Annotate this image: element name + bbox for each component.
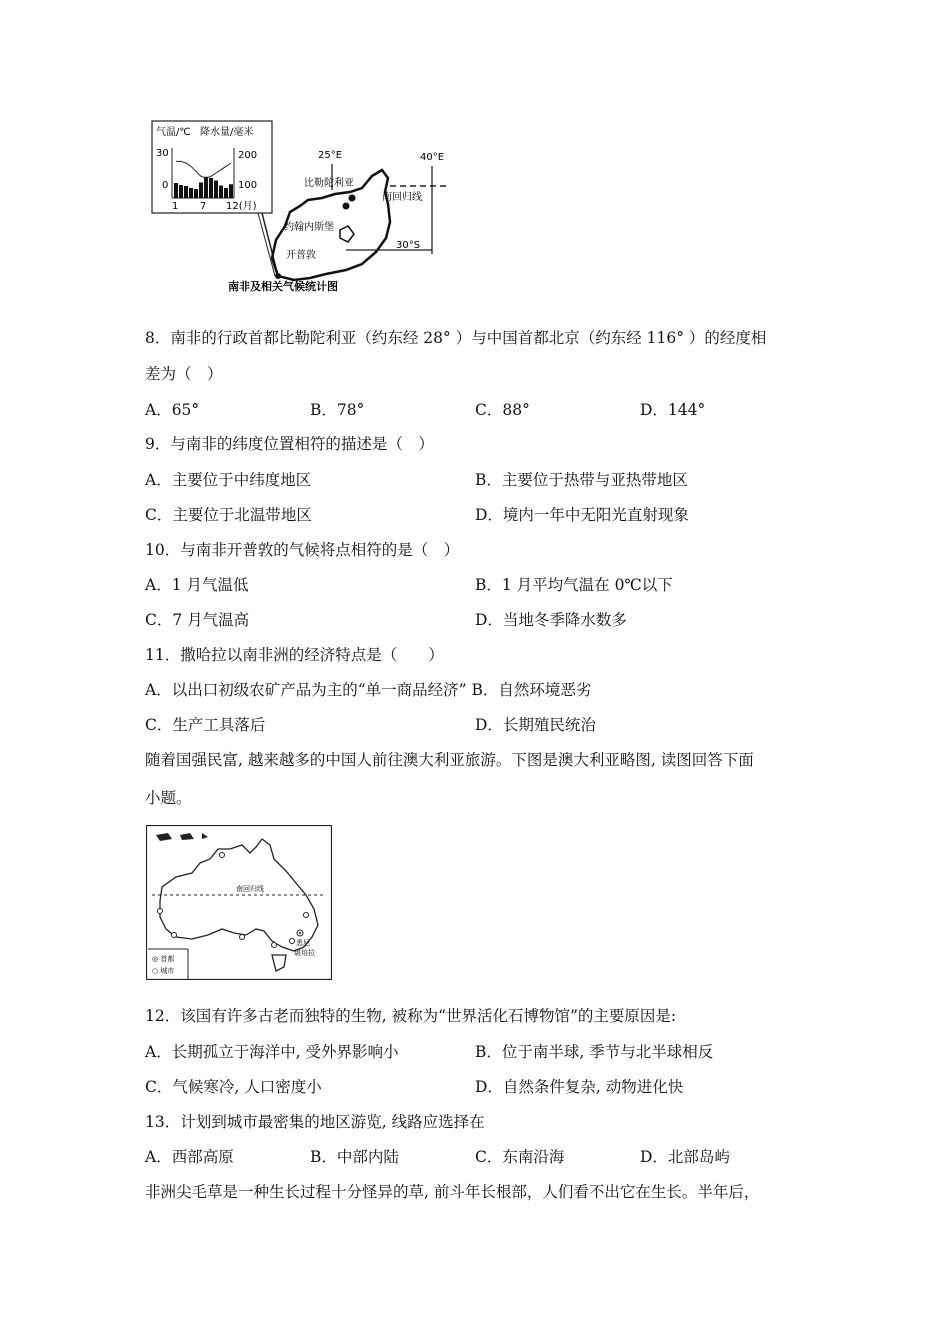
canberra-label: 堪培拉 <box>294 949 315 957</box>
sydney-label: 悉尼 <box>296 939 310 947</box>
lon-25-label: 25°E <box>318 150 343 161</box>
temp-tick-0: 0 <box>162 180 169 191</box>
month-tick-12: 12(月) <box>226 201 257 212</box>
q12-stem: 12．该国有许多古老而独特的生物, 被称为“世界活化石博物馆”的主要原因是: <box>145 1007 677 1025</box>
johannesburg-label: 约翰内斯堡 <box>284 222 334 233</box>
q8-stem-line1: 8．南非的行政首都比勒陀利亚（约东经 28° ）与中国首都北京（约东经 116° ）的经度相 <box>145 329 767 347</box>
q12-option-d[interactable]: D．自然条件复杂, 动物进化快 <box>475 1078 684 1096</box>
precip-tick-200: 200 <box>238 150 258 161</box>
q10-option-d[interactable]: D．当地冬季降水数多 <box>475 611 627 629</box>
q13-option-c[interactable]: C．东南沿海 <box>475 1148 565 1166</box>
q13-option-d[interactable]: D．北部岛屿 <box>640 1148 730 1166</box>
capetown-label: 开普敦 <box>286 250 316 261</box>
temp-axis-label: 气温/℃ <box>156 127 191 138</box>
legend-city: ○ 城市 <box>152 967 175 975</box>
q10-option-b[interactable]: B．1 月平均气温在 0℃以下 <box>475 576 673 594</box>
q13-option-a[interactable]: A．西部高原 <box>145 1148 234 1166</box>
precip-bar <box>229 184 233 198</box>
pretoria-label: 比勒陀利亚 <box>304 178 354 189</box>
q11-option-d[interactable]: D．长期殖民统治 <box>475 716 596 734</box>
q8-option-b[interactable]: B．78° <box>310 401 365 419</box>
q8-option-d[interactable]: D．144° <box>640 401 706 419</box>
precip-bar <box>184 186 188 198</box>
tail-line1: 非洲尖毛草是一种生长过程十分怪异的草, 前斗年长根部，人们看不出它在生长。半年后， <box>145 1183 760 1201</box>
q9-stem: 9．与南非的纬度位置相符的描述是（ ） <box>145 435 434 453</box>
lon-40-label: 40°E <box>420 152 445 163</box>
q13-stem: 13．计划到城市最密集的地区游览, 线路应选择在 <box>145 1113 485 1131</box>
precip-bar <box>219 186 223 199</box>
q10-stem: 10．与南非开普敦的气候将点相符的是（ ） <box>145 541 460 559</box>
precip-bar <box>174 183 178 198</box>
q8-option-c[interactable]: C．88° <box>475 401 530 419</box>
tropic-label: 南回归线 <box>382 192 422 203</box>
q11-stem: 11．撒哈拉以南非洲的经济特点是（ ） <box>145 646 444 664</box>
figure1-caption: 南非及相关气候统计图 <box>228 280 338 293</box>
q12-option-b[interactable]: B．位于南半球, 季节与北半球相反 <box>475 1043 714 1061</box>
q8-option-a[interactable]: A．65° <box>145 401 200 419</box>
precip-bar <box>214 181 218 199</box>
lat-30-label: 30°S <box>396 240 421 251</box>
precip-axis-label: 降水量/毫米 <box>200 127 254 138</box>
month-tick-1: 1 <box>172 201 179 212</box>
precip-bar <box>204 177 208 198</box>
lesotho-outline <box>340 226 354 242</box>
aus-tropic-label: 南回归线 <box>236 885 264 893</box>
q9-option-a[interactable]: A．主要位于中纬度地区 <box>145 471 312 489</box>
q9-option-b[interactable]: B．主要位于热带与亚热带地区 <box>475 471 688 489</box>
precip-bar <box>179 185 183 198</box>
q10-option-a[interactable]: A．1 月气温低 <box>145 576 249 594</box>
intro-line1: 随着国强民富, 越来越多的中国人前往澳大利亚旅游。下图是澳大利亚略图, 读图回答下面 <box>145 751 754 769</box>
q11-option-c[interactable]: C．生产工具落后 <box>145 716 266 734</box>
precip-tick-100: 100 <box>238 180 258 191</box>
precip-bar <box>199 183 203 199</box>
south-africa-figure <box>150 118 460 303</box>
q12-option-c[interactable]: C．气候寒冷, 人口密度小 <box>145 1078 322 1096</box>
precip-bar <box>209 178 213 198</box>
q9-option-d[interactable]: D．境内一年中无阳光直射现象 <box>475 506 689 524</box>
legend-capital: ◎ 首都 <box>152 955 175 963</box>
q10-option-c[interactable]: C．7 月气温高 <box>145 611 250 629</box>
month-tick-7: 7 <box>200 201 207 212</box>
q9-option-c[interactable]: C．主要位于北温带地区 <box>145 506 312 524</box>
australia-figure <box>146 825 332 980</box>
temp-tick-30: 30 <box>156 148 169 159</box>
q11-option-ab[interactable]: A．以出口初级农矿产品为主的“单一商品经济” B．自然环境恶劣 <box>145 681 592 699</box>
precip-bar <box>194 189 198 198</box>
q12-option-a[interactable]: A．长期孤立于海洋中, 受外界影响小 <box>145 1043 399 1061</box>
q8-stem-line2: 差为（ ） <box>145 365 223 383</box>
q13-option-b[interactable]: B．中部内陆 <box>310 1148 399 1166</box>
precip-bar <box>189 188 193 198</box>
intro-line2: 小题。 <box>145 789 192 807</box>
precip-bar <box>224 188 228 198</box>
